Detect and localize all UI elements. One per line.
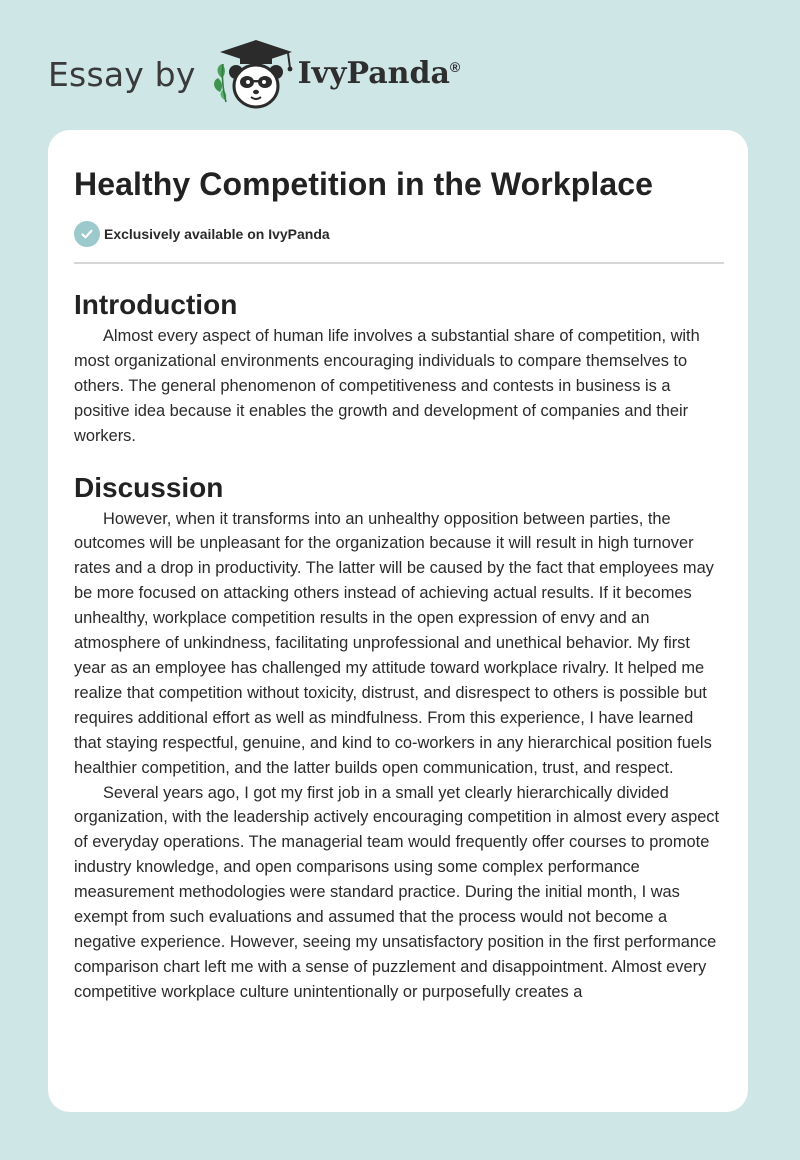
discussion-paragraph: Several years ago, I got my first job in a small yet clearly hierarchically divided organization, with the leadership actively encouraging competition in almost every aspect of everyday operations. The managerial team would frequently offer courses to promote industry knowledge, and open comparisons using some complex performance measurement methodologies were standard practice. During the initial month, I was exempt from such evaluations and assumed that the process would not become a negative experience. However, seeing my unsatisfactory position in the first performance comparison chart left me with a sense of puzzlement and disappointment. Almost every competitive workplace culture unintentionally or purposefully creates a (74, 783, 720, 1001)
check-icon (74, 221, 100, 247)
essay-content (74, 130, 724, 1005)
exclusive-label: Exclusively available on IvyPanda (104, 226, 330, 242)
brand-name: IvyPanda® (297, 56, 461, 91)
introduction-paragraph: Almost every aspect of human life involves a substantial share of competition, with most organizational environments encouraging individuals to compare themselves to others. The general phenomenon of competitiveness and contests in business is a positive idea because it enables the growth and development of companies and their workers. (74, 327, 700, 445)
discussion-paragraph: However, when it transforms into an unhealthy opposition between parties, the outcomes will be unpleasant for the organization because it will result in high turnover rates and a drop in productivity. The latter will be caused by the fact that employees may be more focused on attacking others instead of achieving actual results. If it becomes unhealthy, workplace competition results in the open expression of envy and an atmosphere of unkindness, facilitating unprofessional and unethical behavior. My first year as an employee has challenged my attitude toward workplace rivalry. It helped me realize that competition without toxicity, distrust, and disrespect to others is possible but requires additional effort as well as mindfulness. From this experience, I have learned that staying respectful, genuine, and kind to co-workers in any hierarchical position fuels healthier competition, and the latter builds open communication, trust, and respect. (74, 509, 714, 777)
title-divider (74, 262, 724, 264)
section-heading-discussion: Discussion (74, 471, 224, 503)
exclusive-badge (74, 220, 724, 248)
ivypanda-logo-icon[interactable] (210, 34, 302, 114)
site-header (48, 34, 460, 114)
section-heading-introduction: Introduction (74, 289, 238, 320)
registered-mark: ® (449, 59, 461, 75)
essay-by-label: Essay by (48, 54, 196, 94)
essay-card (48, 130, 748, 1112)
essay-title: Healthy Competition in the Workplace (74, 166, 654, 202)
